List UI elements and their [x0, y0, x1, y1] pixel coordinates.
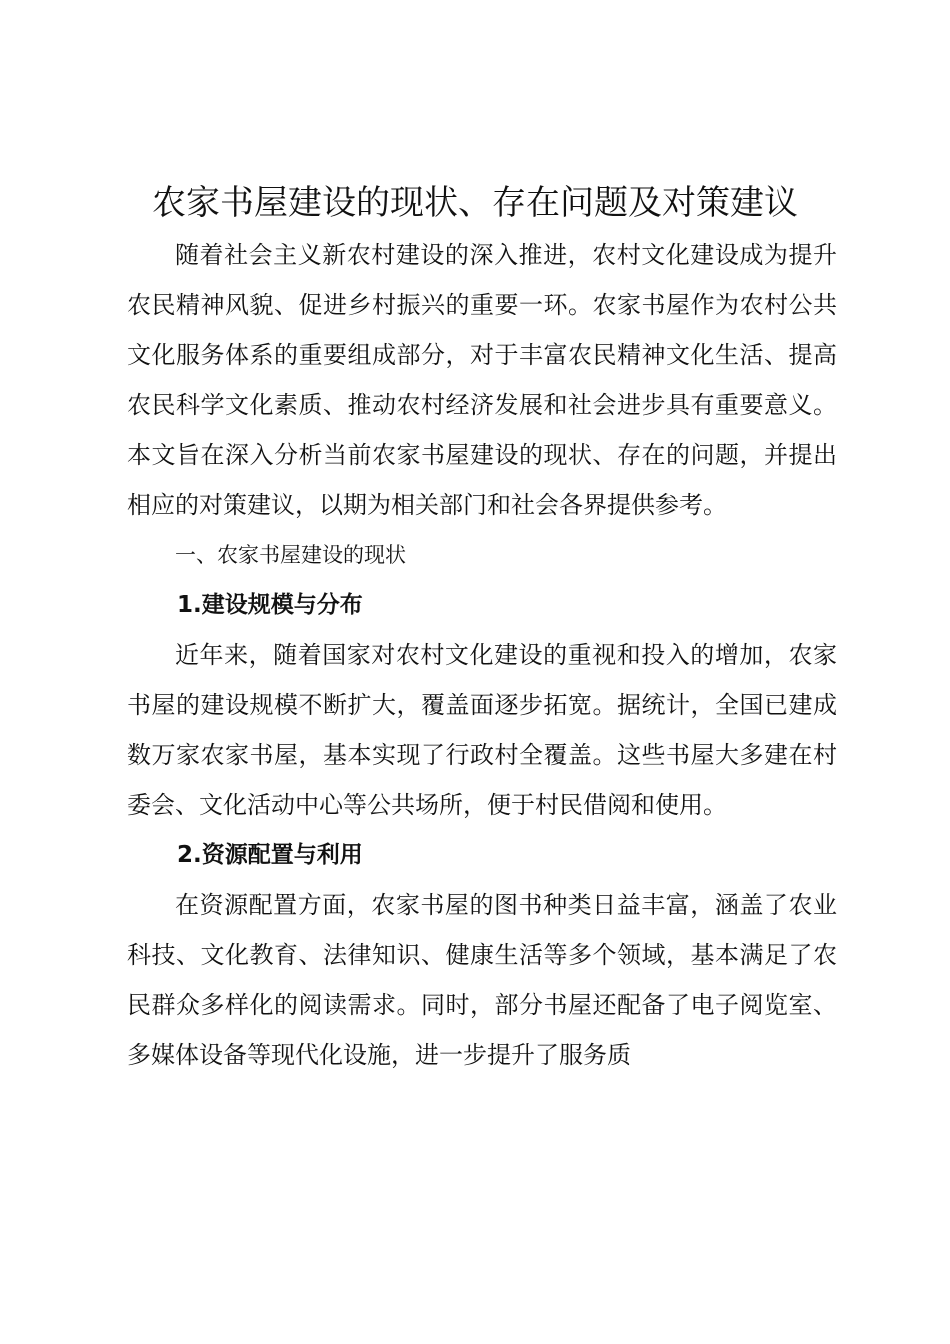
document-body	[127, 230, 837, 1080]
intro-paragraph: 随着社会主义新农村建设的深入推进，农村文化建设成为提升农民精神风貌、促进乡村振兴的重要一环。农家书屋作为农村公共文化服务体系的重要组成部分，对于丰富农民精神文化生活、提高农民科学文化素质、推动农村经济发展和社会进步具有重要意义。本文旨在深入分析当前农家书屋建设的现状、存在的问题，并提出相应的对策建议，以期为相关部门和社会各界提供参考。	[127, 241, 837, 519]
section-heading-status: 一、农家书屋建设的现状	[175, 543, 406, 567]
subheading-scale-distribution: 1.建设规模与分布	[177, 592, 363, 618]
paragraph-scale-distribution: 近年来，随着国家对农村文化建设的重视和投入的增加，农家书屋的建设规模不断扩大，覆盖面逐步拓宽。据统计，全国已建成数万家农家书屋，基本实现了行政村全覆盖。这些书屋大多建在村委会、文化活动中心等公共场所，便于村民借阅和使用。	[127, 641, 837, 819]
subheading-resource-allocation: 2.资源配置与利用	[177, 842, 363, 868]
paragraph-resource-allocation: 在资源配置方面，农家书屋的图书种类日益丰富，涵盖了农业科技、文化教育、法律知识、健康生活等多个领域，基本满足了农民群众多样化的阅读需求。同时，部分书屋还配备了电子阅览室、多媒体设备等现代化设施，进一步提升了服务质	[127, 891, 837, 1069]
document-title: 农家书屋建设的现状、存在问题及对策建议	[152, 183, 798, 223]
